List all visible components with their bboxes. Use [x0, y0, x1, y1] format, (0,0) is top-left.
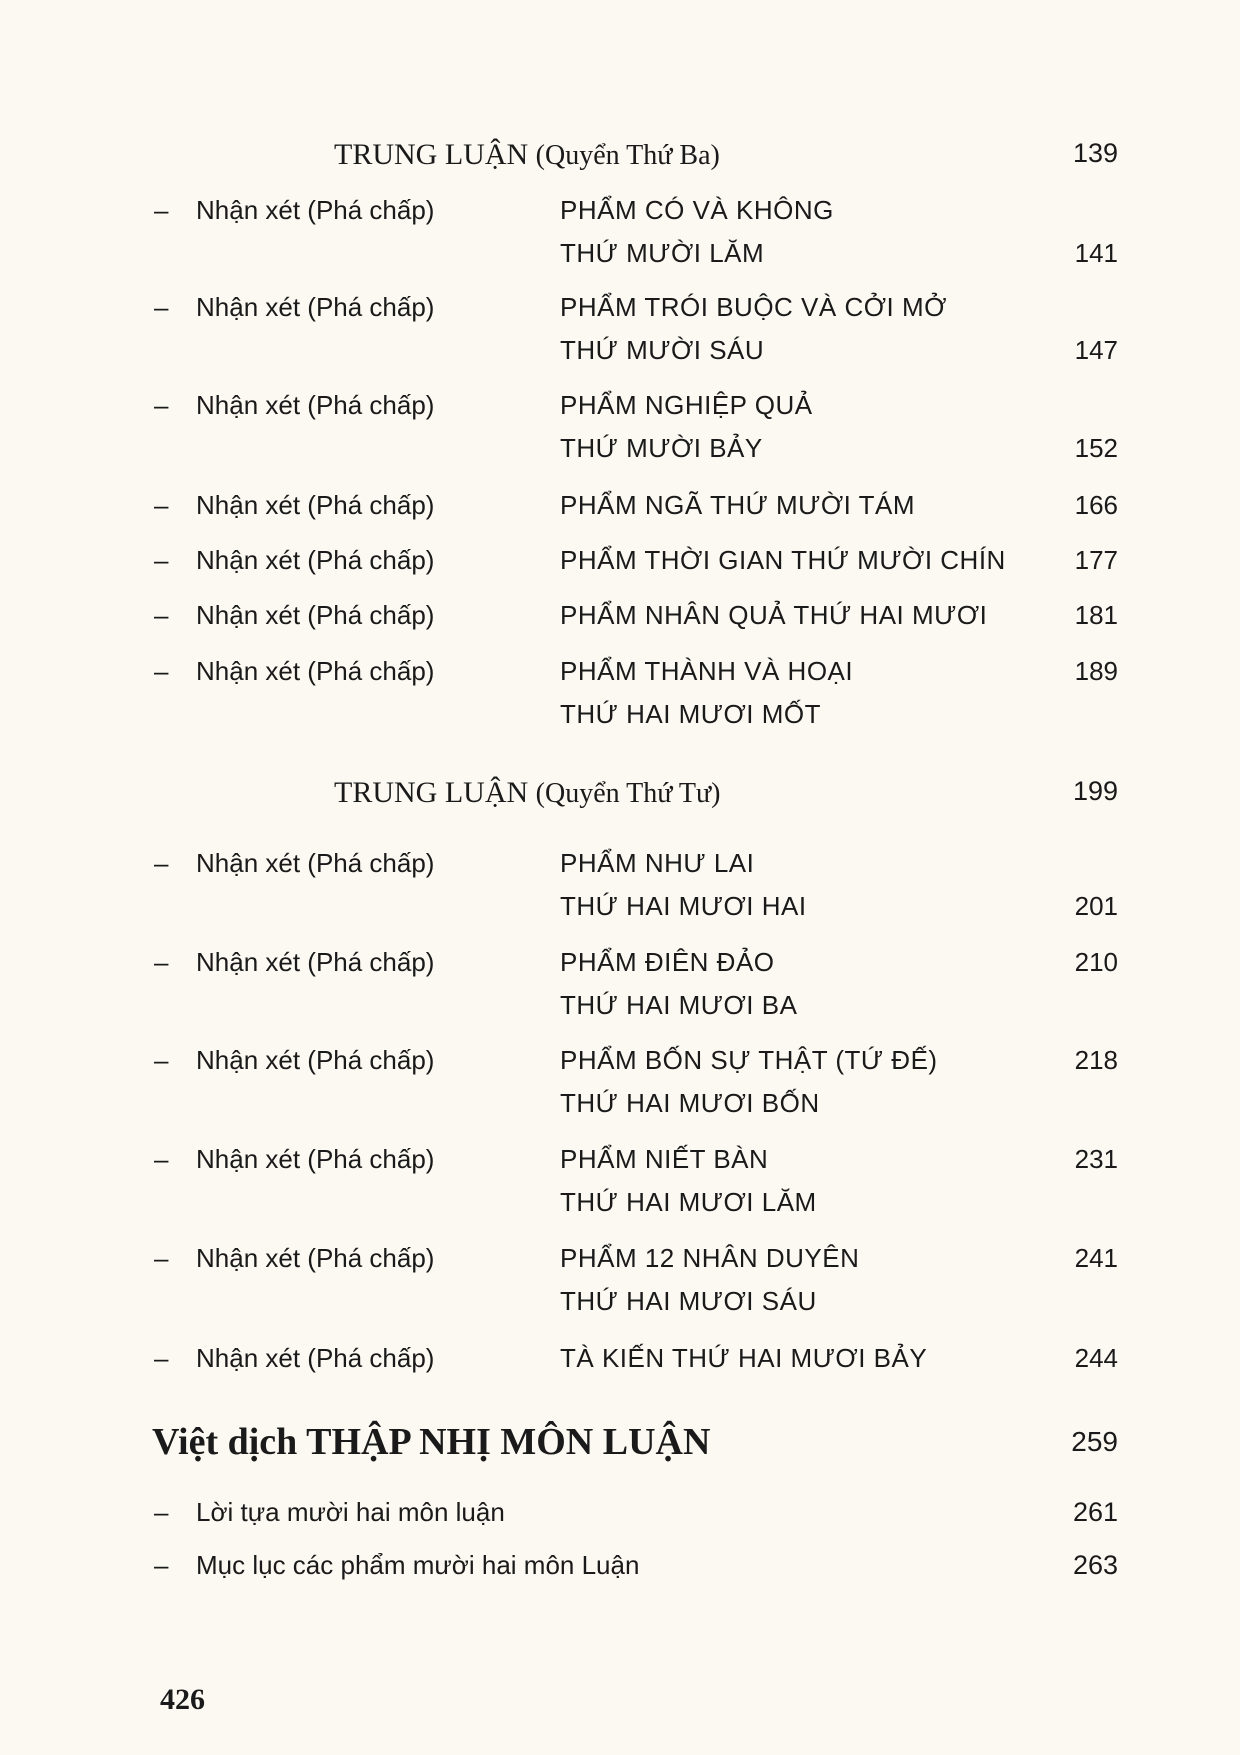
section-title: TRUNG LUẬN (Quyển Thứ Tư)	[334, 776, 721, 809]
entry-label: Nhận xét (Phá chấp)	[196, 600, 435, 630]
entry-label: Nhận xét (Phá chấp)	[196, 390, 435, 420]
part-title: Việt dịch THẬP NHỊ MÔN LUẬN	[152, 1421, 711, 1463]
entry-title-line2: THỨ MƯỜI BẢY	[560, 433, 763, 463]
entry-dash: –	[154, 947, 169, 977]
entry-label: Nhận xét (Phá chấp)	[196, 545, 435, 575]
entry-title-line2: THỨ HAI MƯƠI BỐN	[560, 1088, 820, 1118]
part-page-number: 259	[1071, 1426, 1118, 1457]
entry-title-line1: PHẨM NHÂN QUẢ THỨ HAI MƯƠI	[560, 600, 988, 630]
section-heading	[0, 138, 1240, 178]
entry-dash: –	[154, 545, 169, 575]
entry-title-line1: PHẨM NGHIỆP QUẢ	[560, 390, 813, 420]
section-page-number: 199	[1072, 776, 1118, 806]
entry-title-line2: THỨ HAI MƯƠI LĂM	[560, 1187, 817, 1217]
entry-label: Nhận xét (Phá chấp)	[196, 292, 435, 322]
entry-page-number: 177	[1074, 545, 1118, 575]
entry-dash: –	[154, 490, 169, 520]
section-title: TRUNG LUẬN (Quyển Thứ Ba)	[334, 138, 720, 171]
section-page-number: 139	[1072, 138, 1118, 168]
entry-page-number: 166	[1074, 490, 1118, 520]
page-folio-number: 426	[160, 1683, 205, 1716]
entry-title-line1: PHẨM BỐN SỰ THẬT (TỨ ĐẾ)	[560, 1045, 938, 1075]
entry-title-line1: PHẨM CÓ VÀ KHÔNG	[560, 195, 834, 225]
entry-page-number: 152	[1074, 433, 1118, 463]
entry-label: Nhận xét (Phá chấp)	[196, 195, 435, 225]
entry-title-line2: THỨ HAI MƯƠI SÁU	[560, 1286, 817, 1316]
entry-title-line1: PHẨM THỜI GIAN THỨ MƯỜI CHÍN	[560, 545, 1006, 575]
entry-label: Nhận xét (Phá chấp)	[196, 947, 435, 977]
entry-label: Nhận xét (Phá chấp)	[196, 1045, 435, 1075]
entry-title-line1: PHẨM NGÃ THỨ MƯỜI TÁM	[560, 490, 916, 520]
entry-dash: –	[154, 656, 169, 686]
entry-title-line2: THỨ MƯỜI LĂM	[560, 238, 765, 268]
entry-page-number: 244	[1074, 1343, 1118, 1373]
entry-title-line2: THỨ HAI MƯƠI MỐT	[560, 699, 822, 729]
entry-page-number: 263	[1072, 1550, 1118, 1580]
entry-title-line2: THỨ HAI MƯƠI BA	[560, 990, 798, 1020]
entry-dash: –	[154, 1045, 169, 1075]
entry-page-number: 181	[1074, 600, 1118, 630]
entry-label: Lời tựa mười hai môn luận	[196, 1497, 505, 1527]
entry-page-number: 141	[1074, 238, 1118, 268]
entry-label: Nhận xét (Phá chấp)	[196, 1144, 435, 1174]
entry-label: Mục lục các phẩm mười hai môn Luận	[196, 1550, 640, 1580]
entry-dash: –	[154, 1497, 169, 1527]
entry-dash: –	[154, 600, 169, 630]
entry-dash: –	[154, 195, 169, 225]
entry-page-number: 218	[1074, 1045, 1118, 1075]
entry-label: Nhận xét (Phá chấp)	[196, 490, 435, 520]
entry-page-number: 231	[1074, 1144, 1118, 1174]
entry-title-line1: PHẨM ĐIÊN ĐẢO	[560, 947, 775, 977]
entry-page-number: 189	[1074, 656, 1118, 686]
entry-label: Nhận xét (Phá chấp)	[196, 1243, 435, 1273]
section-heading	[0, 776, 1240, 816]
entry-title-line1: PHẨM NIẾT BÀN	[560, 1144, 769, 1174]
entry-page-number: 241	[1074, 1243, 1118, 1273]
entry-title-line1: PHẨM TRÓI BUỘC VÀ CỞI MỞ	[560, 292, 947, 322]
entry-title-line1: PHẨM NHƯ LAI	[560, 848, 755, 878]
entry-dash: –	[154, 1343, 169, 1373]
entry-dash: –	[154, 1243, 169, 1273]
entry-title-line2: THỨ HAI MƯƠI HAI	[560, 891, 807, 921]
entry-dash: –	[154, 390, 169, 420]
entry-label: Nhận xét (Phá chấp)	[196, 1343, 435, 1373]
entry-dash: –	[154, 1144, 169, 1174]
entry-page-number: 210	[1074, 947, 1118, 977]
entry-label: Nhận xét (Phá chấp)	[196, 656, 435, 686]
entry-title-line2: THỨ MƯỜI SÁU	[560, 335, 765, 365]
entry-title-line1: TÀ KIẾN THỨ HAI MƯƠI BẢY	[560, 1343, 928, 1373]
entry-label: Nhận xét (Phá chấp)	[196, 848, 435, 878]
entry-title-line1: PHẨM 12 NHÂN DUYÊN	[560, 1243, 860, 1273]
entry-page-number: 201	[1074, 891, 1118, 921]
entry-page-number: 147	[1074, 335, 1118, 365]
entry-title-line1: PHẨM THÀNH VÀ HOẠI	[560, 656, 854, 686]
entry-dash: –	[154, 848, 169, 878]
entry-page-number: 261	[1072, 1497, 1118, 1527]
entry-dash: –	[154, 292, 169, 322]
entry-dash: –	[154, 1550, 169, 1580]
